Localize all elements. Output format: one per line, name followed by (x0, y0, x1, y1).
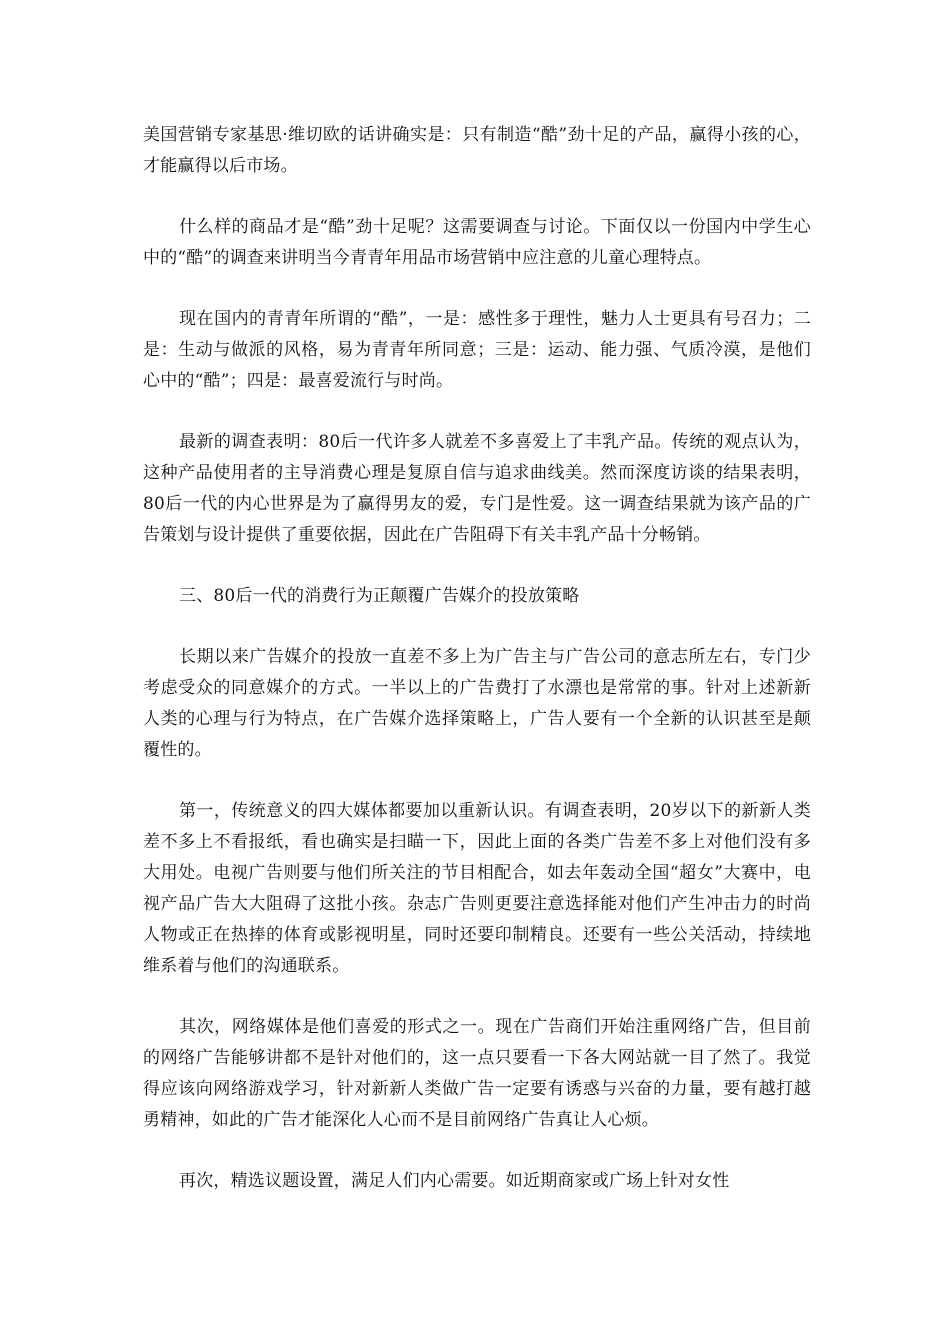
paragraph-3: 现在国内的青青年所谓的“酷”，一是：感性多于理性，魅力人士更具有号召力；二是：生动与做派的风格，易为青青年所同意；三是：运动、能力强、气质冷漠，是他们心中的“酷”；四是：最喜爱流行与时尚。 (143, 309, 811, 391)
paragraph-6: 第一，传统意义的四大媒体都要加以重新认识。有调查表明，20岁以下的新新人类差不多上不看报纸，看也确实是扫瞄一下，因此上面的各类广告差不多上对他们没有多大用处。电视广告则要与他们所关注的节目相配合，如去年轰动全国“超女”大赛中，电视产品广告大大阻碍了这批小孩。杂志广告则更要注意选择能对他们产生冲击力的时尚人物或正在热捧的体育或影视明星，同时还要印制精良。还要有一些公关活动，持续地维系着与他们的沟通联系。 (143, 801, 811, 976)
paragraph-8: 再次，精选议题设置，满足人们内心需要。如近期商家或广场上针对女性 (179, 1171, 730, 1191)
paragraph-4: 最新的调查表明：80后一代许多人就差不多喜爱上了丰乳产品。传统的观点认为，这种产品使用者的主导消费心理是复原自信与追求曲线美。然而深度访谈的结果表明，80后一代的内心世界是为了赢得男友的爱，专门是性爱。这一调查结果就为该产品的广告策划与设计提供了重要依据，因此在广告阻碍下有关丰乳产品十分畅销。 (143, 432, 811, 545)
paragraph-2: 什么样的商品才是“酷”劲十足呢？这需要调查与讨论。下面仅以一份国内中学生心中的“酷”的调查来讲明当今青青年用品市场营销中应注意的儿童心理特点。 (143, 217, 811, 268)
document-page (143, 120, 811, 1227)
section-heading: 三、80后一代的消费行为正颠覆广告媒介的投放策略 (179, 586, 580, 606)
paragraph-1: 美国营销专家基思·维切欧的话讲确实是：只有制造“酷”劲十足的产品，赢得小孩的心，才能赢得以后市场。 (143, 125, 811, 176)
paragraph-5: 长期以来广告媒介的投放一直差不多上为广告主与广告公司的意志所左右，专门少考虑受众的同意媒介的方式。一半以上的广告费打了水漂也是常常的事。针对上述新新人类的心理与行为特点，在广告媒介选择策略上，广告人要有一个全新的认识甚至是颠覆性的。 (143, 647, 811, 760)
paragraph-7: 其次，网络媒体是他们喜爱的形式之一。现在广告商们开始注重网络广告，但目前的网络广告能够讲都不是针对他们的，这一点只要看一下各大网站就一目了然了。我觉得应该向网络游戏学习，针对新新人类做广告一定要有诱惑与兴奋的力量，要有越打越勇精神，如此的广告才能深化人心而不是目前网络广告真让人心烦。 (143, 1017, 811, 1130)
